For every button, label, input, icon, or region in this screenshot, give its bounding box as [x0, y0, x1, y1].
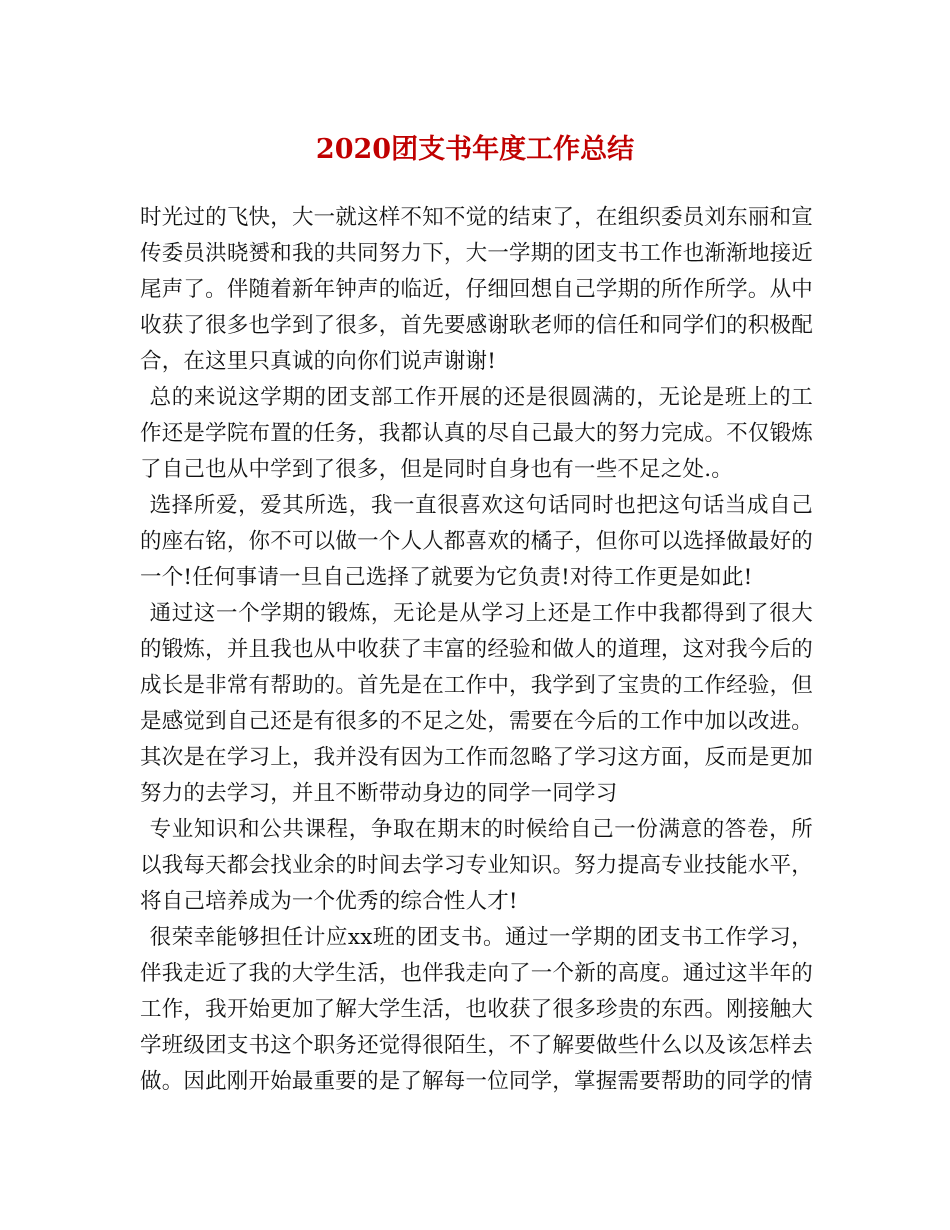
paragraph-2: 总的来说这学期的团支部工作开展的还是很圆满的，无论是班上的工作还是学院布置的任务，我都认真的尽自己最大的努力完成。不仅锻炼了自己也从中学到了很多，但是同时自身也有一些不足之处.。 [140, 385, 813, 482]
paragraph-1: 时光过的飞快，大一就这样不知不觉的结束了，在组织委员刘东丽和宣传委员洪晓赟和我的共同努力下，大一学期的团支书工作也渐渐地接近尾声了。伴随着新年钟声的临近，仔细回想自己学期的所作所学。从中收获了很多也学到了很多，首先要感谢耿老师的信任和同学们的积极配合，在这里只真诚的向你们说声谢谢! [140, 205, 813, 374]
paragraph-6: 很荣幸能够担任计应xx班的团支书。通过一学期的团支书工作学习，伴我走近了我的大学生活，也伴我走向了一个新的高度。通过这半年的工作，我开始更加了解大学生活，也收获了很多珍贵的东西。刚接触大学班级团支书这个职务还觉得很陌生，不了解要做些什么以及该怎样去做。因此刚开始最重要的是了解每一位同学，掌握需要帮助的同学的情 [140, 925, 813, 1094]
paragraph-4: 通过这一个学期的锻炼，无论是从学习上还是工作中我都得到了很大的锻炼，并且我也从中收获了丰富的经验和做人的道理，这对我今后的成长是非常有帮助的。首先是在工作中，我学到了宝贵的工作经验，但是感觉到自己还是有很多的不足之处，需要在今后的工作中加以改进。其次是在学习上，我并没有因为工作而忽略了学习这方面，反而是更加努力的去学习，并且不断带动身边的同学一同学习 [140, 601, 813, 806]
document-body [140, 200, 813, 1100]
paragraph-5: 专业知识和公共课程，争取在期末的时候给自己一份满意的答卷，所以我每天都会找业余的时间去学习专业知识。努力提高专业技能水平，将自己培养成为一个优秀的综合性人才! [140, 817, 813, 914]
paragraph-3: 选择所爱，爱其所选，我一直很喜欢这句话同时也把这句话当成自己的座右铭，你不可以做一个人人都喜欢的橘子，但你可以选择做最好的一个!任何事请一旦自己选择了就要为它负责!对待工作更是如此! [140, 493, 813, 590]
document-title: 2020团支书年度工作总结 [315, 134, 635, 165]
